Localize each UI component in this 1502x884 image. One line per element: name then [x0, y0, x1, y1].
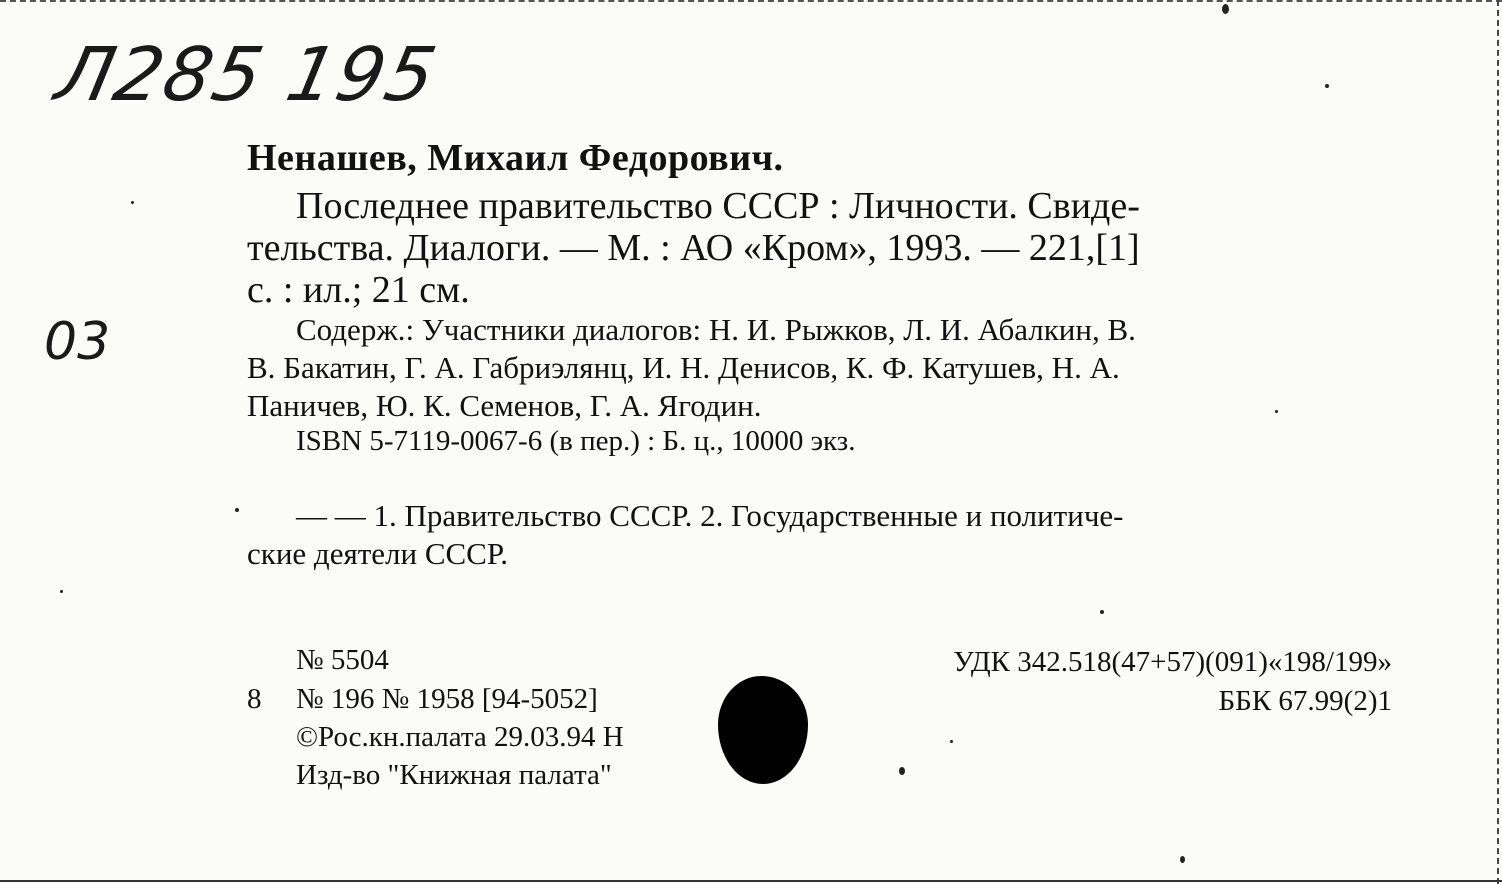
speck	[899, 767, 905, 775]
card-right-border	[1497, 0, 1501, 884]
speck	[131, 201, 134, 204]
subject-line-2: ские деятели СССР.	[247, 536, 508, 571]
udk-code: УДК 342.518(47+57)(091)«198/199»	[953, 646, 1392, 678]
contents-line-2: В. Бакатин, Г. А. Габриэлянц, И. Н. Денисов, К. Ф. Катушев, Н. А.	[247, 350, 1120, 385]
speck	[950, 740, 953, 743]
publisher-line: Изд-во "Книжная палата"	[296, 759, 612, 791]
title-line-2: тельства. Диалоги. — М. : АО «Кром», 1993. — 221,[1]	[247, 227, 1140, 269]
contents-line-3: Паничев, Ю. К. Семенов, Г. А. Ягодин.	[247, 388, 762, 423]
title-line-3: с. : ил.; 21 см.	[247, 269, 470, 311]
speck	[1100, 610, 1104, 614]
card-bottom-border	[0, 880, 1502, 884]
card-top-border	[0, 0, 1502, 4]
author-heading: Ненашев, Михаил Федорович.	[247, 137, 784, 179]
isbn-line: ISBN 5-7119-0067-6 (в пер.) : Б. ц., 10000 экз.	[296, 425, 856, 457]
record-number: № 5504	[296, 644, 389, 676]
speck	[1180, 856, 1185, 863]
copyright-line: ©Рос.кн.палата 29.03.94 Н	[296, 721, 624, 753]
title-line-1: Последнее правительство СССР : Личности. Свиде-	[296, 185, 1140, 227]
speck	[1222, 4, 1229, 14]
ink-blot	[718, 676, 808, 784]
speck	[1325, 84, 1329, 88]
handwritten-shelf-number: Л285 195	[48, 32, 445, 118]
contents-line-1: Содерж.: Участники диалогов: Н. И. Рыжков, Л. И. Абалкин, В.	[296, 312, 1136, 347]
handwritten-code: 03	[44, 312, 111, 372]
record-numbers-2: № 196 № 1958 [94-5052]	[296, 683, 598, 715]
card-count: 8	[247, 683, 262, 715]
speck	[235, 508, 239, 512]
speck	[1275, 410, 1278, 413]
bbk-code: ББК 67.99(2)1	[1218, 685, 1392, 717]
speck	[60, 590, 63, 593]
subject-line-1: — — 1. Правительство СССР. 2. Государственные и политиче-	[296, 498, 1124, 533]
